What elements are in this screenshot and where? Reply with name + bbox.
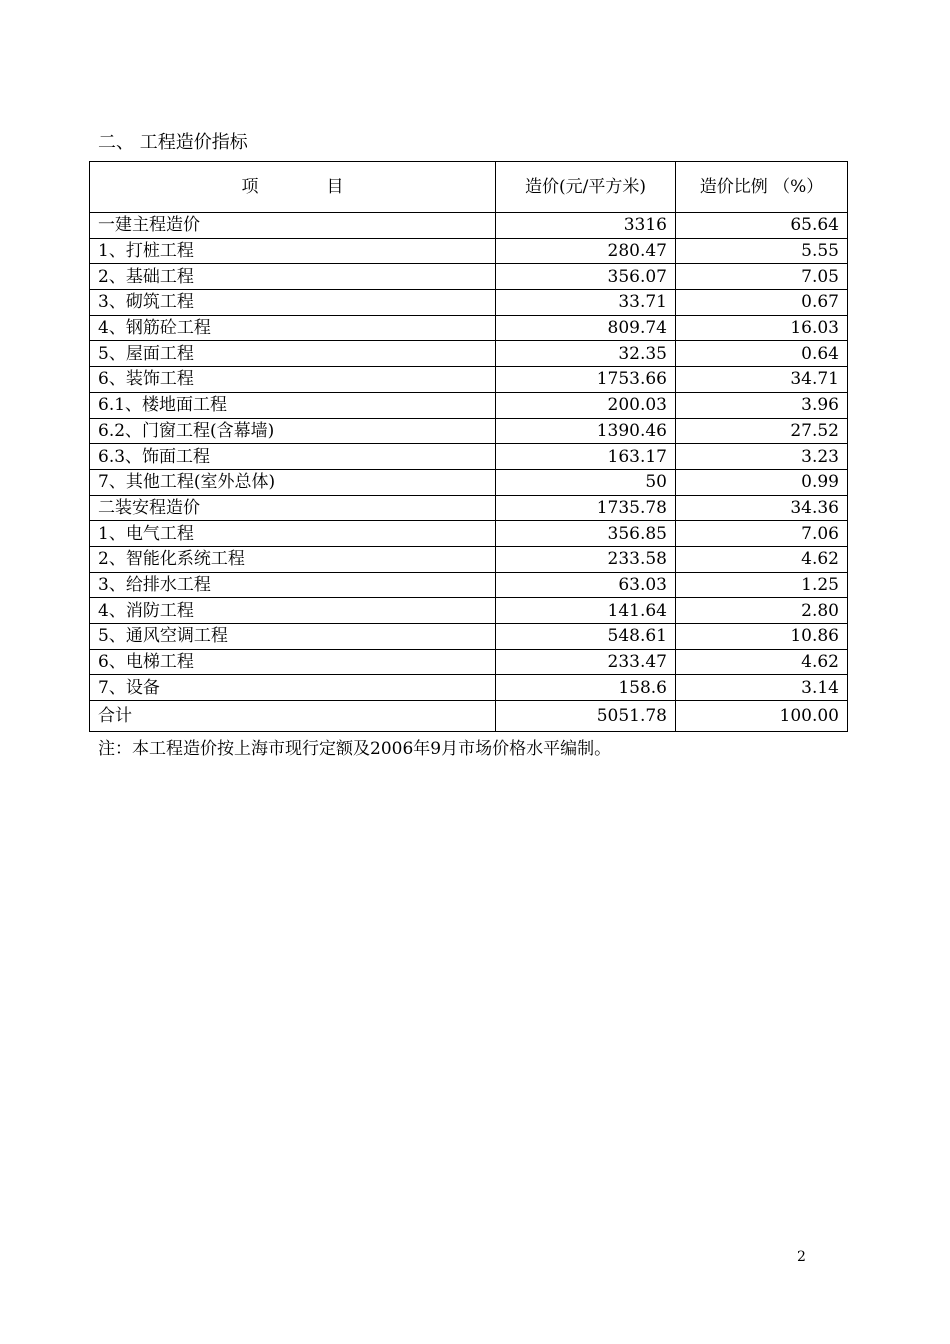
table-header-row bbox=[90, 162, 848, 213]
row-ratio: 34.71 bbox=[676, 367, 848, 393]
row-cost: 356.85 bbox=[496, 521, 676, 547]
table-row bbox=[90, 418, 848, 444]
table-row bbox=[90, 315, 848, 341]
row-item-name: 3、砌筑工程 bbox=[90, 290, 496, 316]
row-item-name: 6.1、楼地面工程 bbox=[90, 392, 496, 418]
row-cost: 3316 bbox=[496, 213, 676, 239]
table-row bbox=[90, 649, 848, 675]
row-ratio: 34.36 bbox=[676, 495, 848, 521]
row-ratio: 16.03 bbox=[676, 315, 848, 341]
page-number: 2 bbox=[797, 1249, 806, 1265]
header-ratio: 造价比例 （%） bbox=[676, 162, 848, 213]
row-ratio: 3.23 bbox=[676, 444, 848, 470]
row-item-name: 4、消防工程 bbox=[90, 598, 496, 624]
row-cost: 33.71 bbox=[496, 290, 676, 316]
row-item-name: 6.2、门窗工程(含幕墙) bbox=[90, 418, 496, 444]
footnote: 注：本工程造价按上海市现行定额及2006年9月市场价格水平编制。 bbox=[98, 739, 612, 759]
row-cost: 63.03 bbox=[496, 572, 676, 598]
row-ratio: 4.62 bbox=[676, 546, 848, 572]
table-row bbox=[90, 521, 848, 547]
table-body bbox=[90, 213, 848, 732]
row-ratio: 0.64 bbox=[676, 341, 848, 367]
row-item-name: 6、电梯工程 bbox=[90, 649, 496, 675]
row-item-name: 1、电气工程 bbox=[90, 521, 496, 547]
row-cost: 1390.46 bbox=[496, 418, 676, 444]
row-ratio: 65.64 bbox=[676, 213, 848, 239]
row-ratio: 27.52 bbox=[676, 418, 848, 444]
table-row bbox=[90, 572, 848, 598]
row-cost: 200.03 bbox=[496, 392, 676, 418]
row-item-name: 1、打桩工程 bbox=[90, 238, 496, 264]
row-item-name: 6、装饰工程 bbox=[90, 367, 496, 393]
table-row bbox=[90, 213, 848, 239]
row-ratio: 0.99 bbox=[676, 469, 848, 495]
total-ratio: 100.00 bbox=[676, 701, 848, 732]
table-row bbox=[90, 495, 848, 521]
table-row bbox=[90, 290, 848, 316]
row-ratio: 5.55 bbox=[676, 238, 848, 264]
header-cost: 造价(元/平方米) bbox=[496, 162, 676, 213]
row-item-name: 7、其他工程(室外总体) bbox=[90, 469, 496, 495]
row-ratio: 10.86 bbox=[676, 624, 848, 650]
row-ratio: 4.62 bbox=[676, 649, 848, 675]
table-row bbox=[90, 444, 848, 470]
row-ratio: 2.80 bbox=[676, 598, 848, 624]
table-row bbox=[90, 341, 848, 367]
row-ratio: 1.25 bbox=[676, 572, 848, 598]
row-item-name: 5、通风空调工程 bbox=[90, 624, 496, 650]
row-cost: 1753.66 bbox=[496, 367, 676, 393]
row-item-name: 2、基础工程 bbox=[90, 264, 496, 290]
row-item-name: 5、屋面工程 bbox=[90, 341, 496, 367]
row-cost: 548.61 bbox=[496, 624, 676, 650]
row-cost: 50 bbox=[496, 469, 676, 495]
row-cost: 280.47 bbox=[496, 238, 676, 264]
row-cost: 32.35 bbox=[496, 341, 676, 367]
row-ratio: 3.96 bbox=[676, 392, 848, 418]
row-item-name: 3、给排水工程 bbox=[90, 572, 496, 598]
table-row bbox=[90, 624, 848, 650]
row-cost: 356.07 bbox=[496, 264, 676, 290]
row-item-name: 4、钢筋砼工程 bbox=[90, 315, 496, 341]
row-item-name: 2、智能化系统工程 bbox=[90, 546, 496, 572]
row-ratio: 7.05 bbox=[676, 264, 848, 290]
table-row bbox=[90, 367, 848, 393]
row-cost: 809.74 bbox=[496, 315, 676, 341]
table-row bbox=[90, 238, 848, 264]
table-total-row bbox=[90, 701, 848, 732]
table-row bbox=[90, 264, 848, 290]
row-item-name: 6.3、饰面工程 bbox=[90, 444, 496, 470]
row-item-name: 二装安程造价 bbox=[90, 495, 496, 521]
row-item-name: 7、设备 bbox=[90, 675, 496, 701]
table-row bbox=[90, 598, 848, 624]
row-ratio: 3.14 bbox=[676, 675, 848, 701]
table-row bbox=[90, 546, 848, 572]
row-cost: 233.47 bbox=[496, 649, 676, 675]
row-cost: 141.64 bbox=[496, 598, 676, 624]
header-item: 项 目 bbox=[90, 162, 496, 213]
table-row bbox=[90, 469, 848, 495]
row-cost: 163.17 bbox=[496, 444, 676, 470]
table-row bbox=[90, 392, 848, 418]
row-ratio: 0.67 bbox=[676, 290, 848, 316]
total-cost: 5051.78 bbox=[496, 701, 676, 732]
row-cost: 233.58 bbox=[496, 546, 676, 572]
row-cost: 158.6 bbox=[496, 675, 676, 701]
row-ratio: 7.06 bbox=[676, 521, 848, 547]
cost-index-table bbox=[89, 161, 848, 732]
row-item-name: 一建主程造价 bbox=[90, 213, 496, 239]
total-label: 合计 bbox=[90, 701, 496, 732]
section-title: 二、 工程造价指标 bbox=[98, 132, 248, 153]
row-cost: 1735.78 bbox=[496, 495, 676, 521]
table-row bbox=[90, 675, 848, 701]
